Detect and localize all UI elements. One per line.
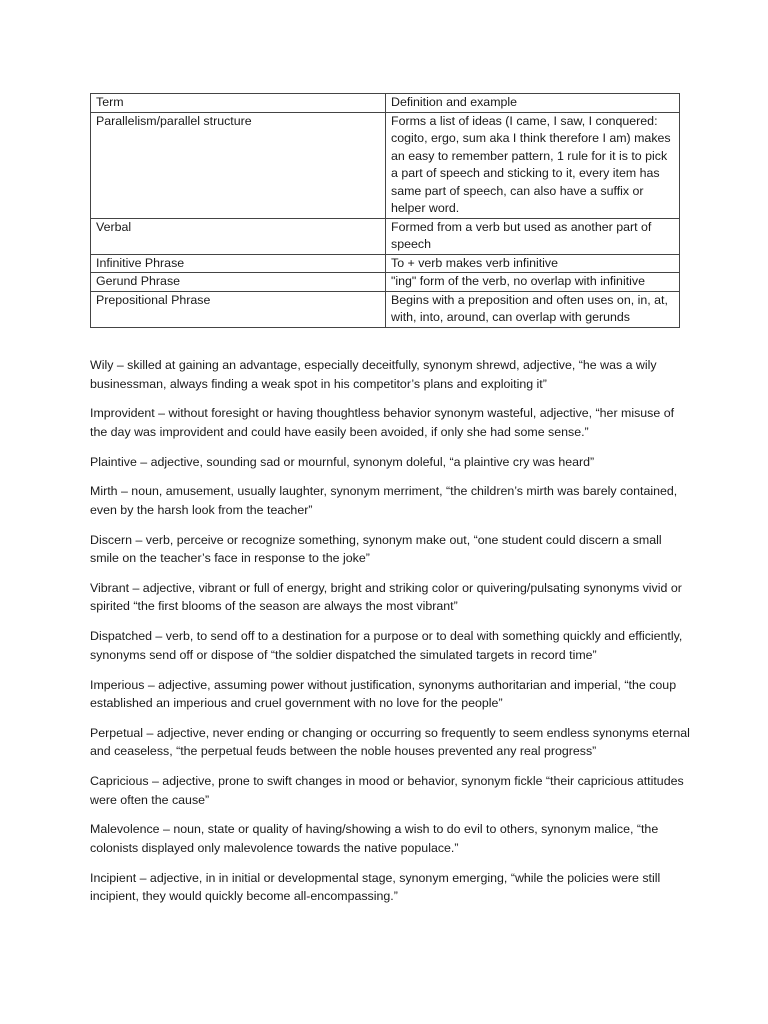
vocab-entry-malevolence: Malevolence – noun, state or quality of having/showing a wish to do evil to others, synonym malice, “the colonists displayed only malevolence towards the native populace.” [90,822,659,855]
term-cell: Infinitive Phrase [91,254,386,273]
term-cell: Verbal [91,218,386,254]
table-header-row [91,94,680,113]
term-cell: Gerund Phrase [91,273,386,292]
term-cell: Parallelism/parallel structure [91,112,386,218]
vocab-entry-improvident: Improvident – without foresight or having thoughtless behavior synonym wasteful, adjective, “her misuse of the day was improvident and could have easily been avoided, if only she had some sense.” [90,406,675,439]
table-row [91,273,680,292]
header-definition: Definition and example [386,94,680,113]
table-row [91,291,680,327]
table-row [91,112,680,218]
vocab-entry-mirth: Mirth – noun, amusement, usually laughter, synonym merriment, “the children’s mirth was barely contained, even by the harsh look from the teacher” [90,484,678,517]
definition-cell: Forms a list of ideas (I came, I saw, I conquered: cogito, ergo, sum aka I think therefore I am) makes an easy to remember pattern, 1 rule for it is to pick a part of speech and sticking to it, every item has same part of speech, can also have a suffix or helper word. [386,112,680,218]
vocab-entry-vibrant: Vibrant – adjective, vibrant or full of energy, bright and striking color or quivering/pulsating synonyms vivid or spirited “the first blooms of the season are always the most vibrant” [90,580,682,614]
definition-cell: "ing" form of the verb, no overlap with infinitive [386,273,680,292]
vocab-entry-discern: Discern – verb, perceive or recognize something, synonym make out, “one student could discern a small smile on the teacher’s face in response to the joke” [90,532,662,566]
terms-table [90,93,680,328]
vocab-entry-incipient: Incipient – adjective, in in initial or developmental stage, synonym emerging, “while the policies were still incipient, they would quickly become all-encompassing.” [90,870,661,904]
definition-cell: Begins with a preposition and often uses on, in, at, with, into, around, can overlap with gerunds [386,291,680,327]
term-cell: Prepositional Phrase [91,291,386,327]
header-term: Term [91,94,386,113]
vocab-entry-plaintive: Plaintive – adjective, sounding sad or mournful, synonym doleful, “a plaintive cry was heard” [90,454,595,469]
definition-cell: To + verb makes verb infinitive [386,254,680,273]
table-row [91,218,680,254]
definition-cell: Formed from a verb but used as another part of speech [386,218,680,254]
table-row [91,254,680,273]
vocab-entry-imperious: Imperious – adjective, assuming power without justification, synonyms authoritarian and imperial, “the coup established an imperious and cruel government with no love for the people” [90,677,677,711]
vocab-entry-wily: Wily – skilled at gaining an advantage, especially deceitfully, synonym shrewd, adjective, “he was a wily businessman, always finding a weak spot in his competitor’s plans and exploiting it” [90,358,657,391]
vocab-entry-dispatched: Dispatched – verb, to send off to a destination for a purpose or to deal with something quickly and efficiently, synonyms send off or dispose of “the soldier dispatched the simulated targets in record time” [90,629,683,662]
vocab-entry-perpetual: Perpetual – adjective, never ending or changing or occurring so frequently to seem endless synonyms eternal and ceaseless, “the perpetual feuds between the noble houses prevented any real progress” [90,725,690,759]
vocab-entry-capricious: Capricious – adjective, prone to swift changes in mood or behavior, synonym fickle “their capricious attitudes were often the cause” [90,774,684,807]
vocabulary-list [90,356,690,917]
